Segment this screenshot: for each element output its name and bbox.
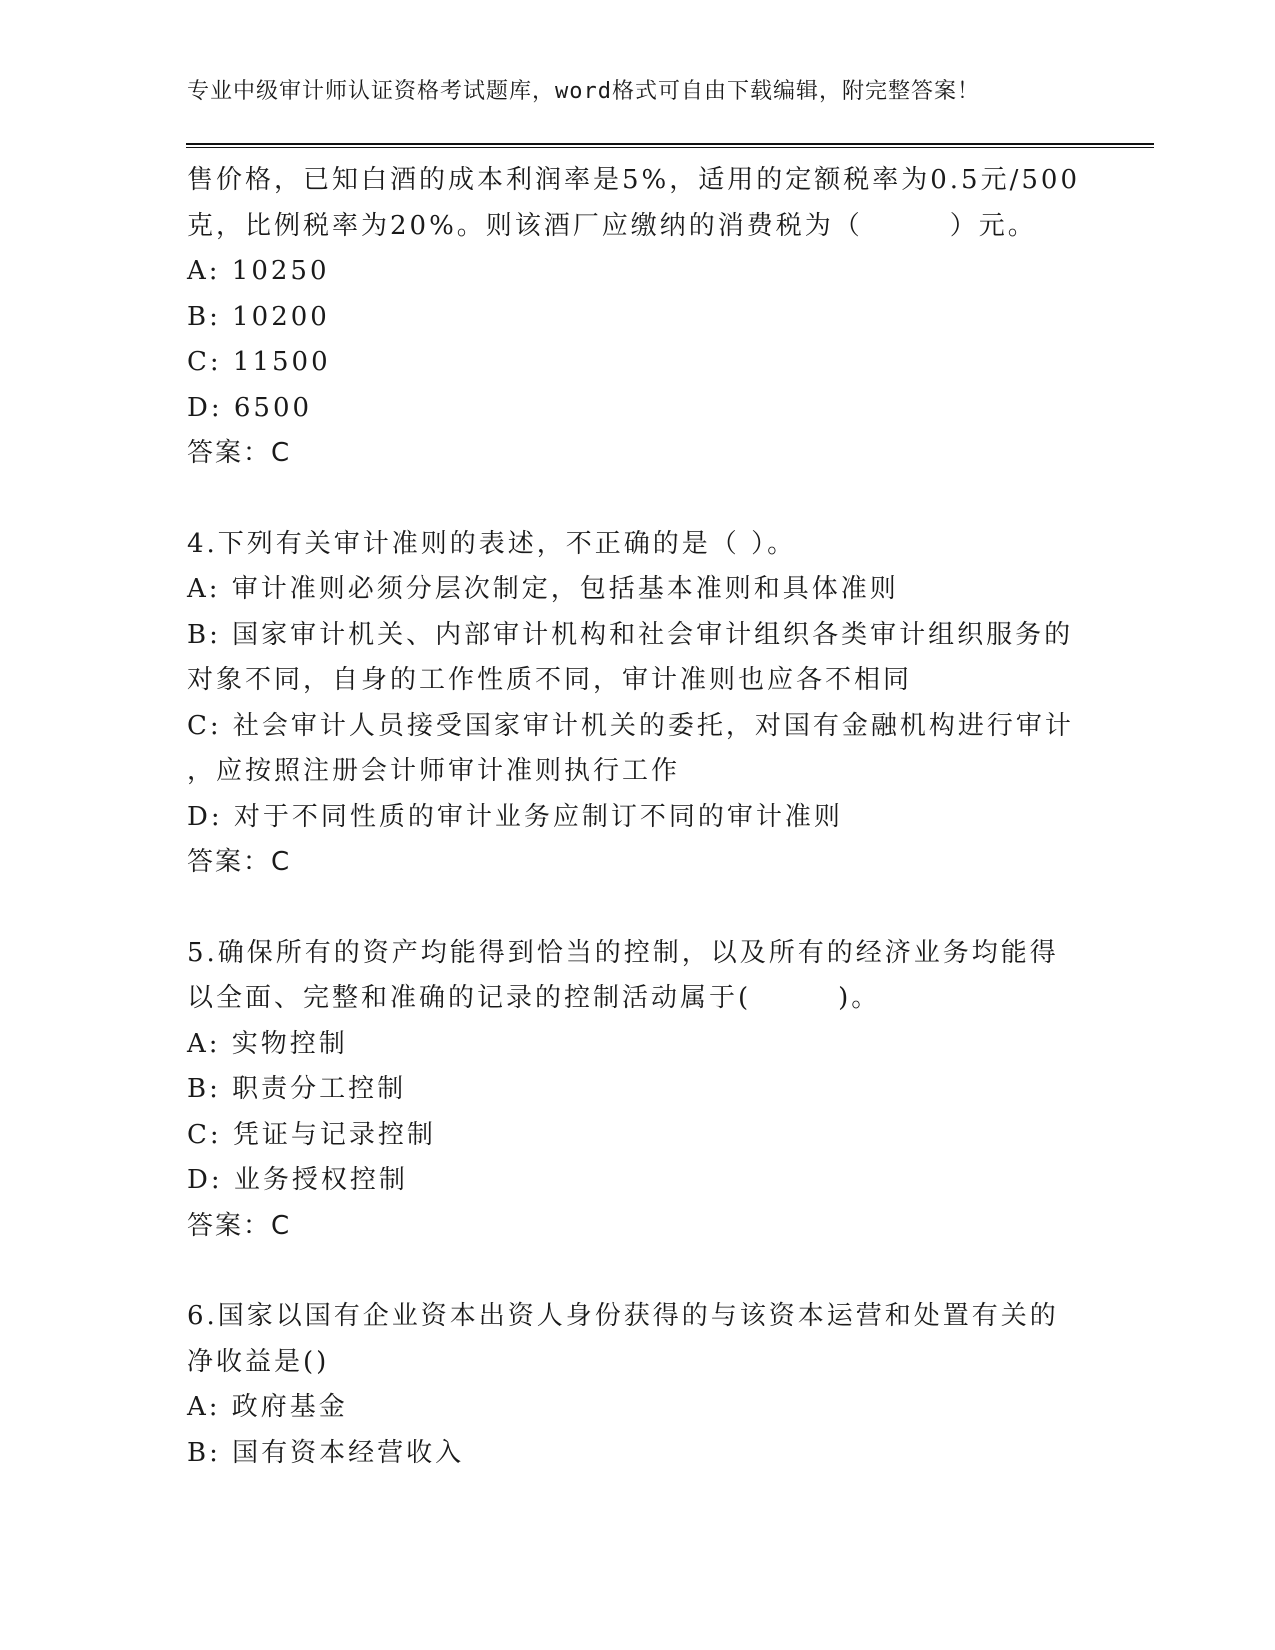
option-b: B: 10200 [187, 301, 330, 332]
option-c: C: 11500 [187, 347, 331, 377]
option-c-continued: ，应按照注册会计师审计准则执行工作 [187, 756, 681, 786]
option-a: A: 审计准则必须分层次制定，包括基本准则和具体准则 [187, 574, 899, 604]
option-c: C: 社会审计人员接受国家审计机关的委托，对国有金融机构进行审计 [187, 710, 1074, 741]
spacer [187, 886, 1087, 931]
option-a: A: 10250 [187, 256, 330, 286]
spacer [187, 1249, 1087, 1294]
question-6 [187, 1294, 1087, 1476]
option-a: A: 政府基金 [187, 1392, 348, 1422]
question-stem: 5.确保所有的资产均能得到恰当的控制，以及所有的经济业务均能得 [187, 937, 1059, 968]
option-d: D: 业务授权控制 [187, 1165, 408, 1195]
question-5 [187, 931, 1087, 1250]
question-3 [187, 158, 1087, 477]
option-d: D: 6500 [187, 392, 313, 423]
option-b: B: 职责分工控制 [187, 1074, 407, 1104]
option-d: D: 对于不同性质的审计业务应制订不同的审计准则 [187, 801, 843, 832]
question-stem: 净收益是() [187, 1346, 330, 1377]
question-stem: 4.下列有关审计准则的表述，不正确的是（ ）。 [187, 528, 797, 559]
question-stem: 以全面、完整和准确的记录的控制活动属于( )。 [187, 983, 881, 1013]
answer: 答案：C [187, 1210, 292, 1241]
option-b: B: 国家审计机关、内部审计机构和社会审计组织各类审计组织服务的 [187, 619, 1074, 650]
option-b-continued: 对象不同，自身的工作性质不同，审计准则也应各不相同 [187, 665, 913, 695]
page-header: 专业中级审计师认证资格考试题库，word格式可自由下载编辑，附完整答案！ [187, 79, 980, 104]
answer: 答案：C [187, 847, 292, 877]
option-a: A: 实物控制 [187, 1028, 348, 1059]
question-stem: 6.国家以国有企业资本出资人身份获得的与该资本运营和处置有关的 [187, 1301, 1059, 1331]
question-4 [187, 522, 1087, 886]
answer: 答案：C [187, 438, 292, 468]
header-divider [186, 143, 1154, 148]
spacer [187, 477, 1087, 522]
question-stem: 克，比例税率为20%。则该酒厂应缴纳的消费税为（ ）元。 [187, 210, 1037, 241]
question-stem: 售价格，已知白酒的成本利润率是5%，适用的定额税率为0.5元/500 [187, 165, 1080, 195]
option-b: B: 国有资本经营收入 [187, 1437, 465, 1468]
document-body [187, 158, 1087, 1476]
option-c: C: 凭证与记录控制 [187, 1119, 436, 1150]
